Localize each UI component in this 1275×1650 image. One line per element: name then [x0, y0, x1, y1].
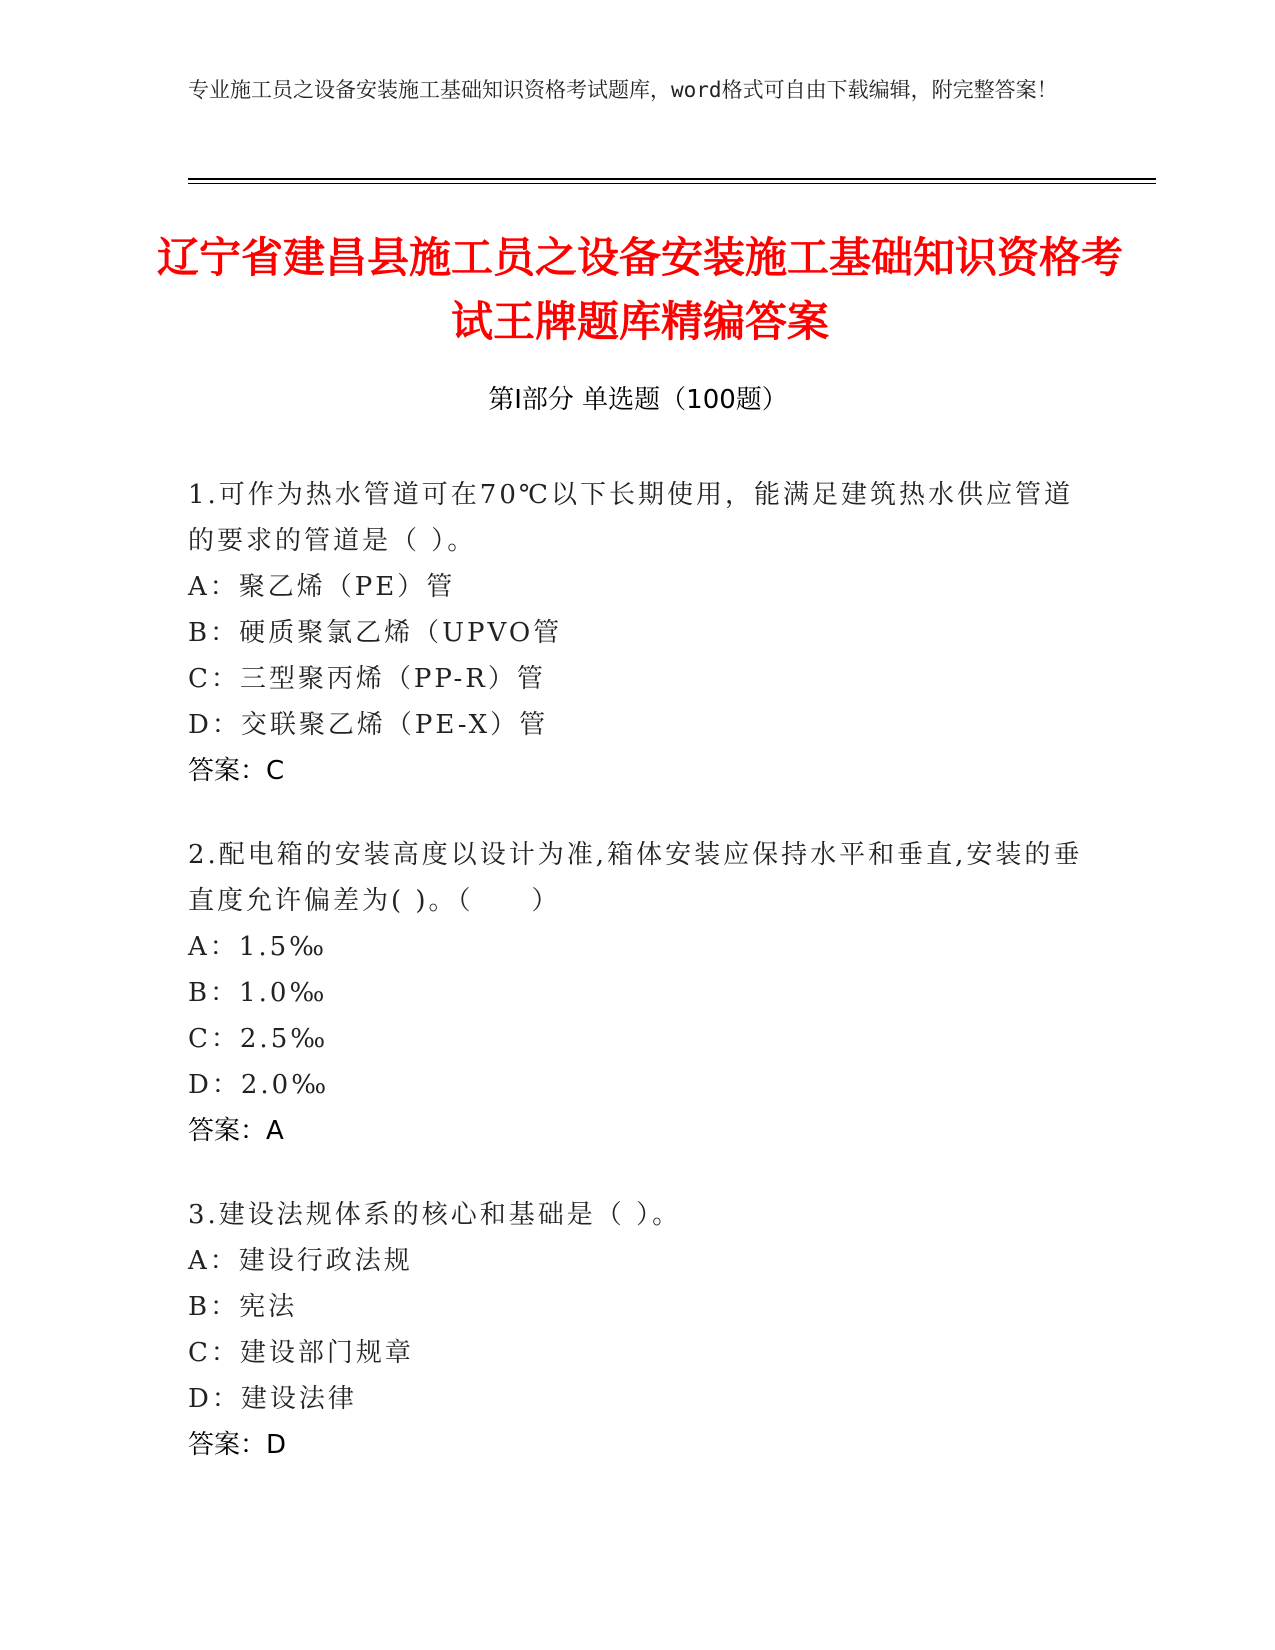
option-d: D：2.0‰: [188, 1070, 330, 1100]
option-d: D：交联聚乙烯（PE-X）管: [188, 710, 549, 740]
question-3: [188, 1192, 1088, 1468]
header-rule-thick: [188, 178, 1156, 180]
option-a: A：建设行政法规: [188, 1246, 413, 1276]
option-c: C：三型聚丙烯（PP-R）管: [188, 664, 546, 694]
answer: 答案：C: [188, 756, 285, 786]
question-text: 2.配电箱的安装高度以设计为准,箱体安装应保持水平和垂直,安装的垂直度允许偏差为( )。（ ）: [188, 840, 1083, 916]
option-b: B：1.0‰: [188, 978, 328, 1008]
option-a: A：聚乙烯（PE）管: [188, 572, 456, 602]
option-c: C：建设部门规章: [188, 1338, 414, 1368]
question-list: [188, 472, 1088, 1506]
question-1: [188, 472, 1088, 794]
header-note: 专业施工员之设备安装施工基础知识资格考试题库，word格式可自由下载编辑，附完整答案！: [188, 78, 1058, 102]
question-text: 1.可作为热水管道可在70℃以下长期使用，能满足建筑热水供应管道的要求的管道是（ ）。: [188, 480, 1073, 556]
document-title: 辽宁省建昌县施工员之设备安装施工基础知识资格考试王牌题库精编答案: [156, 233, 1123, 346]
option-b: B：宪法: [188, 1292, 298, 1322]
answer: 答案：A: [188, 1116, 284, 1146]
option-d: D：建设法律: [188, 1384, 357, 1414]
option-b: B：硬质聚氯乙烯（UPVO管: [188, 618, 563, 648]
option-c: C：2.5‰: [188, 1024, 329, 1054]
header-rule-thin: [188, 183, 1156, 184]
option-a: A：1.5‰: [188, 932, 328, 962]
answer: 答案：D: [188, 1430, 287, 1460]
question-2: [188, 832, 1088, 1154]
section-heading: 第Ⅰ部分 单选题（100题）: [488, 385, 788, 415]
question-text: 3.建设法规体系的核心和基础是（ ）。: [188, 1200, 682, 1230]
